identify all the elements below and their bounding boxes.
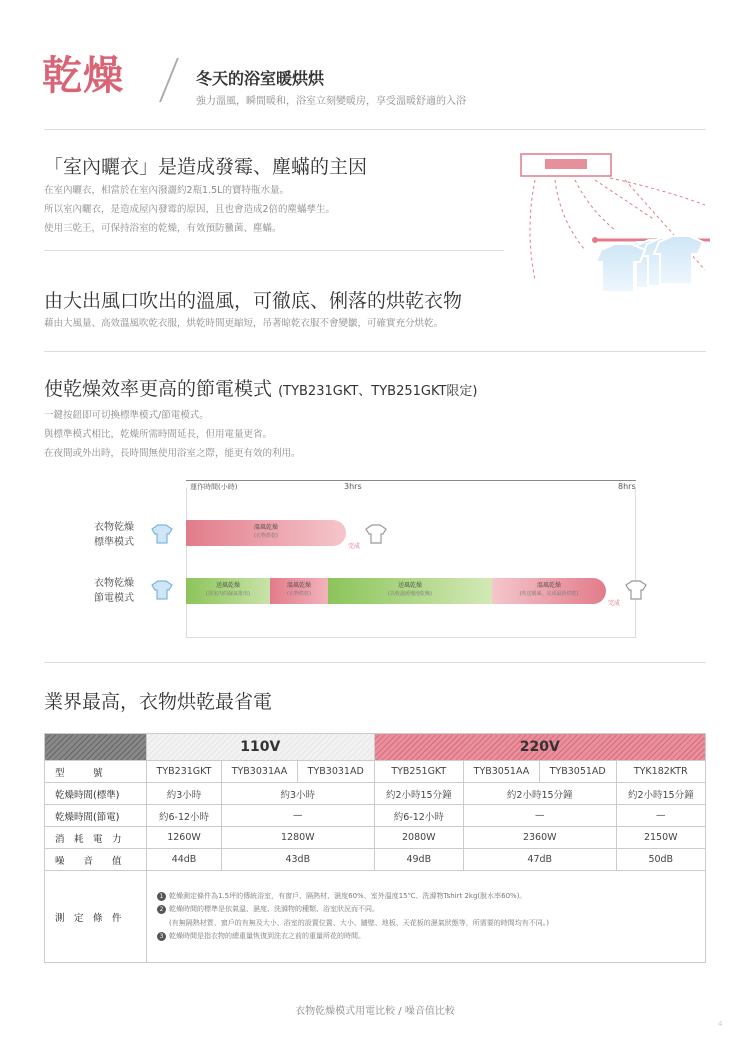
bar-eco-warm-dry-2 xyxy=(492,578,606,604)
divider xyxy=(44,129,706,130)
section3-line: 一鍵按鈕即可切換標準模式/節電模式。 xyxy=(44,410,209,421)
table-cell: 約2小時15分鐘 xyxy=(463,783,616,805)
table-cell: TYB231GKT xyxy=(147,761,222,783)
table-header-row xyxy=(45,734,706,761)
table-cell: 50dB xyxy=(616,849,705,871)
table-cell: 2150W xyxy=(616,827,705,849)
done-label: 完成 xyxy=(608,600,621,607)
row-label-line: 衣物乾燥 xyxy=(94,522,134,533)
divider xyxy=(44,250,504,251)
section1-line: 使用三乾王，可保持浴室的乾燥，有效預防黴菌、塵蟎。 xyxy=(44,223,282,234)
section2-body xyxy=(44,314,443,333)
row-header-power: 消 耗 電 力 xyxy=(45,827,147,849)
table-cell: 1280W xyxy=(222,827,375,849)
section1-body xyxy=(44,181,335,238)
section3-body xyxy=(44,406,301,463)
note-item xyxy=(157,917,695,931)
bar-title: 溫風乾燥 xyxy=(286,582,311,589)
section2-title: 由大出風口吹出的溫風，可徹底、俐落的烘乾衣物 xyxy=(44,290,463,312)
section1-line: 在室內曬衣，相當於在室內潑灑約2瓶1.5L的寶特瓶水量。 xyxy=(44,185,289,196)
table-cell: 約6-12小時 xyxy=(374,805,463,827)
timeline-axis xyxy=(186,480,636,481)
bar-title: 溫風乾燥 xyxy=(536,582,561,589)
shirt-dry-icon xyxy=(364,524,388,544)
number-2-icon: 2 xyxy=(157,905,166,914)
page-description: 強力溫風，瞬間暖和，浴室立刻變暖房，享受溫暖舒適的入浴 xyxy=(196,96,466,107)
row-label-line: 標準模式 xyxy=(94,537,134,548)
timeline-row-standard-label xyxy=(82,520,146,550)
note-text: 乾燥時間的標準是依氣溫、濕度、洗滌物的種類、浴室狀況而不同。 xyxy=(169,905,379,913)
section3-title xyxy=(44,374,478,401)
table-cell: TYB3051AA xyxy=(463,761,539,783)
row-header-model: 型 號 xyxy=(45,761,147,783)
heater-drying-illustration xyxy=(505,150,715,330)
table-cell: — xyxy=(616,805,705,827)
table-cell: 47dB xyxy=(463,849,616,871)
conditions-notes xyxy=(147,871,706,963)
section3-line: 與標準模式相比，乾燥所需時間延長，但用電量更省。 xyxy=(44,429,273,440)
note-text: (有無隔熱材質、窗戶的有無及大小、浴室的設置位置、大小、牆壁、地板、天花板的濕氣狀態等，所需要的時間均有不同。) xyxy=(169,918,549,927)
bar-title: 送風乾燥 xyxy=(397,582,422,589)
bar-title: 溫風乾燥 xyxy=(253,524,278,531)
divider xyxy=(44,351,706,352)
table-cell: — xyxy=(222,805,375,827)
table-cell: — xyxy=(463,805,616,827)
section3-title-note: (TYB231GKT、TYB251GKT限定) xyxy=(278,384,478,399)
timeline-tick-8hrs: 8hrs xyxy=(618,482,636,491)
table-row xyxy=(45,783,706,805)
table-cell: 44dB xyxy=(147,849,222,871)
bar-subtitle: (衣物烘乾) xyxy=(254,533,278,539)
voltage-110-header: 110V xyxy=(147,734,375,761)
table-cell: 1260W xyxy=(147,827,222,849)
bar-standard-warm-dry xyxy=(186,520,346,546)
section2-line: 藉由大風量、高效溫風吹乾衣服，烘乾時間更縮短，吊著晾乾衣服不會變皺，可確實充分烘乾。 xyxy=(44,318,444,329)
bar-eco-fan-dry-1 xyxy=(186,578,270,604)
timeline-frame xyxy=(186,488,636,638)
shirt-icons xyxy=(596,236,703,292)
row-header-eco-time: 乾燥時間(節電) xyxy=(45,805,147,827)
row-label-line: 節電模式 xyxy=(94,593,134,604)
table-row xyxy=(45,827,706,849)
shirt-wet-icon xyxy=(150,580,174,600)
table-cell: 2080W xyxy=(374,827,463,849)
shirt-wet-icon xyxy=(150,524,174,544)
section3-title-main: 使乾燥效率更高的節電模式 xyxy=(44,378,273,400)
bar-subtitle: (衣物烘乾) xyxy=(287,591,311,597)
row-header-std-time: 乾燥時間(標準) xyxy=(45,783,147,805)
bar-subtitle: (吹送暖風，完成最終烘乾) xyxy=(519,591,579,597)
figure-caption: 衣物乾燥模式用電比較 / 噪音值比較 xyxy=(295,1006,455,1017)
note-text: 乾燥測定條件為1.5坪的傳統浴室，有窗戶、隔熱材、濕度60%、室外溫度15℃、洗滌物Tshirt 2kg(脫水率60%)。 xyxy=(169,891,527,900)
section4-title: 業界最高，衣物烘乾最省電 xyxy=(44,691,273,713)
timeline-tick-3hrs: 3hrs xyxy=(344,482,362,491)
table-cell: 約3小時 xyxy=(147,783,222,805)
page-number: 4 xyxy=(718,1020,723,1028)
table-corner xyxy=(45,734,147,761)
bar-subtitle: (以較溫緩慢地乾燥) xyxy=(388,591,432,597)
note-item xyxy=(157,903,695,917)
row-header-noise: 噪 音 值 xyxy=(45,849,147,871)
section3-line: 在夜間或外出時，長時間無使用浴室之際，能更有效的利用。 xyxy=(44,448,301,459)
divider xyxy=(44,662,706,663)
table-row xyxy=(45,849,706,871)
table-row xyxy=(45,761,706,783)
table-cell: TYB3051AD xyxy=(539,761,616,783)
timeline-axis-label: 運作時間(小時) xyxy=(190,483,238,491)
page-title: 乾燥 xyxy=(42,53,124,99)
table-row xyxy=(45,805,706,827)
table-cell: 約2小時15分鐘 xyxy=(616,783,705,805)
voltage-220-header: 220V xyxy=(374,734,705,761)
page-subtitle: 冬天的浴室暖烘烘 xyxy=(196,69,325,88)
row-label-line: 衣物乾燥 xyxy=(94,578,134,589)
comparison-table xyxy=(44,733,706,963)
table-cell: 43dB xyxy=(222,849,375,871)
note-text: 乾燥時間是指衣物的總重量恢復到洗衣之前的重量所花的時間。 xyxy=(169,932,365,940)
table-cell: 約2小時15分鐘 xyxy=(374,783,463,805)
table-cell: 約6-12小時 xyxy=(147,805,222,827)
shirt-dry-icon xyxy=(624,580,648,600)
table-cell: 49dB xyxy=(374,849,463,871)
row-header-conditions: 測 定 條 件 xyxy=(45,871,147,963)
table-cell: 約3小時 xyxy=(222,783,375,805)
done-label: 完成 xyxy=(348,543,361,550)
note-item xyxy=(157,890,695,904)
bar-eco-fan-dry-2 xyxy=(328,578,492,604)
bar-subtitle: (浴室內的濕氣排出) xyxy=(206,591,250,597)
title-divider xyxy=(159,58,179,102)
bar-title: 送風乾燥 xyxy=(215,582,240,589)
table-cell: TYK182KTR xyxy=(616,761,705,783)
number-1-icon: 1 xyxy=(157,892,166,901)
section1-title: 「室內曬衣」是造成發霉、塵蟎的主因 xyxy=(44,156,368,178)
bar-eco-warm-dry-1 xyxy=(270,578,328,604)
table-cell: TYB3031AD xyxy=(297,761,374,783)
section1-line: 所以室內曬衣，是造成屋內發霉的原因，且也會造成2倍的塵蟎孳生。 xyxy=(44,204,336,215)
table-row xyxy=(45,871,706,963)
table-cell: TYB251GKT xyxy=(374,761,463,783)
number-3-icon: 3 xyxy=(157,932,166,941)
table-cell: 2360W xyxy=(463,827,616,849)
note-item xyxy=(157,930,695,944)
table-cell: TYB3031AA xyxy=(222,761,298,783)
timeline-row-eco-label xyxy=(82,576,146,606)
